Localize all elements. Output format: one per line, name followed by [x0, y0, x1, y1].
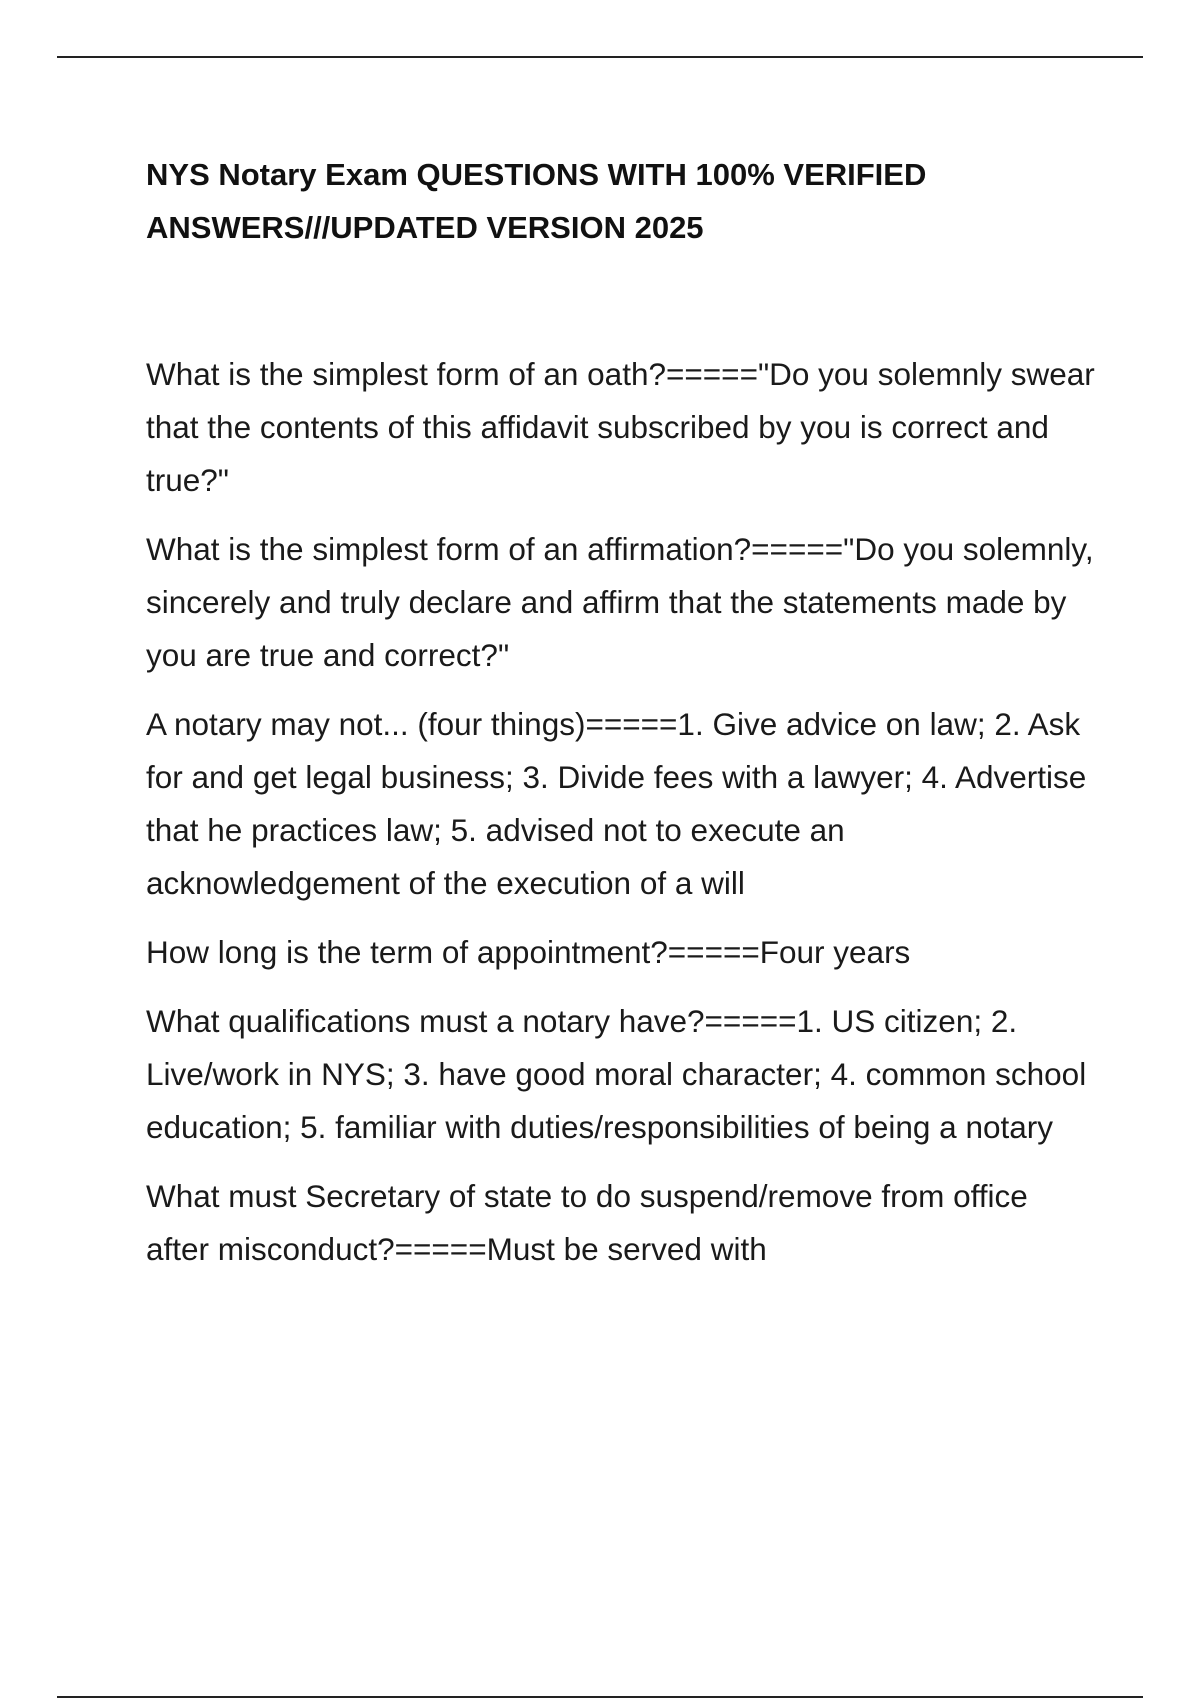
- document-body: [146, 148, 1096, 1292]
- qa-item: What is the simplest form of an affirmation?====="Do you solemnly, sincerely and truly declare and affirm that the statements made by you are true and correct?": [146, 531, 1094, 673]
- qa-item: A notary may not... (four things)=====1. Give advice on law; 2. Ask for and get legal business; 3. Divide fees with a lawyer; 4. Advertise that he practices law; 5. advised not to execute an acknowledgement of the execution of a will: [146, 706, 1087, 901]
- document-title: NYS Notary Exam QUESTIONS WITH 100% VERIFIED ANSWERS///UPDATED VERSION 2025: [146, 157, 927, 245]
- qa-item: How long is the term of appointment?=====Four years: [146, 934, 911, 970]
- footer-rule: [57, 1696, 1143, 1698]
- qa-list: [146, 348, 1096, 1276]
- qa-item: What is the simplest form of an oath?====="Do you solemnly swear that the contents of this affidavit subscribed by you is correct and true?": [146, 356, 1095, 498]
- qa-item: What qualifications must a notary have?=====1. US citizen; 2. Live/work in NYS; 3. have good moral character; 4. common school education; 5. familiar with duties/responsibilities of being a notary: [146, 1003, 1087, 1145]
- header-rule: [57, 56, 1143, 58]
- qa-item: What must Secretary of state to do suspend/remove from office after misconduct?=====Must be served with: [146, 1178, 1028, 1267]
